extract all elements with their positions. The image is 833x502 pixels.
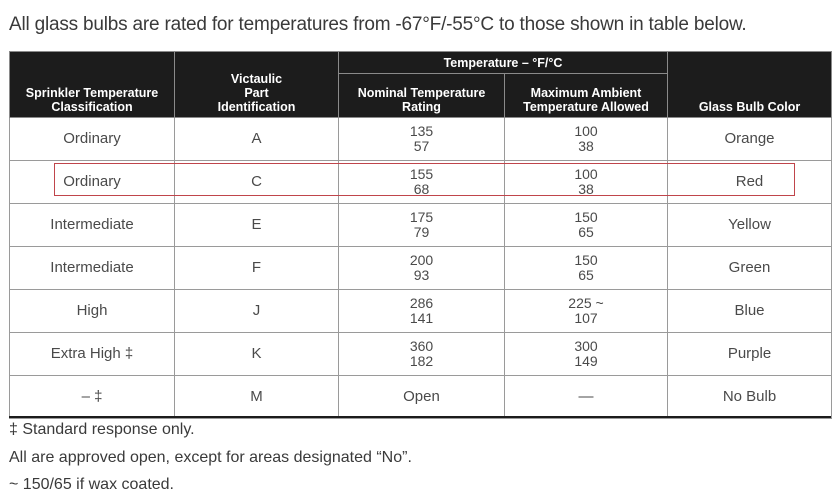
cell-nominal: 286 141 [339, 290, 505, 333]
cell-nominal: Open [339, 376, 505, 419]
header-max-ambient: Maximum Ambient Temperature Allowed [505, 74, 668, 118]
cell-nominal: 135 57 [339, 118, 505, 161]
header-classification: Sprinkler Temperature Classification [10, 52, 175, 118]
cell-ambient: 300 149 [505, 333, 668, 376]
intro-text: All glass bulbs are rated for temperatures from -67°F/-55°C to those shown in table below. [9, 14, 747, 35]
header-part-identification: Victaulic Part Identification [175, 52, 339, 118]
table-row [10, 333, 832, 376]
sprinkler-temperature-table [9, 51, 832, 419]
cell-part: K [175, 333, 339, 376]
footnote-wax-coated: ~ 150/65 if wax coated. [9, 476, 174, 493]
cell-part: F [175, 247, 339, 290]
table-row [10, 118, 832, 161]
table-row [10, 290, 832, 333]
cell-classification: High [10, 290, 175, 333]
cell-nominal: 360 182 [339, 333, 505, 376]
cell-color: Orange [668, 118, 832, 161]
cell-classification: Extra High ‡ [10, 333, 175, 376]
cell-classification: Ordinary [10, 161, 175, 204]
table-row [10, 247, 832, 290]
cell-part: M [175, 376, 339, 419]
cell-part: E [175, 204, 339, 247]
cell-part: J [175, 290, 339, 333]
cell-color: Blue [668, 290, 832, 333]
header-bulb-color: Glass Bulb Color [668, 52, 832, 118]
cell-part: A [175, 118, 339, 161]
cell-classification: Intermediate [10, 247, 175, 290]
cell-nominal: 155 68 [339, 161, 505, 204]
cell-color: Yellow [668, 204, 832, 247]
cell-part: C [175, 161, 339, 204]
cell-ambient: 100 38 [505, 118, 668, 161]
cell-nominal: 200 93 [339, 247, 505, 290]
cell-ambient: 100 38 [505, 161, 668, 204]
cell-nominal: 175 79 [339, 204, 505, 247]
cell-ambient: 150 65 [505, 204, 668, 247]
cell-classification: Intermediate [10, 204, 175, 247]
cell-color: Green [668, 247, 832, 290]
cell-classification: Ordinary [10, 118, 175, 161]
cell-classification: – ‡ [10, 376, 175, 419]
cell-color: No Bulb [668, 376, 832, 419]
table-row [10, 376, 832, 419]
cell-ambient: 225 ~ 107 [505, 290, 668, 333]
cell-color: Red [668, 161, 832, 204]
table-row [10, 204, 832, 247]
table-bottom-rule [9, 416, 831, 418]
footnote-approved-open: All are approved open, except for areas designated “No”. [9, 449, 412, 466]
header-nominal-rating: Nominal Temperature Rating [339, 74, 505, 118]
table-row-highlighted [10, 161, 832, 204]
header-temperature-group: Temperature – °F/°C [339, 52, 668, 74]
footnote-standard-response: ‡ Standard response only. [9, 421, 195, 438]
cell-color: Purple [668, 333, 832, 376]
cell-ambient: 150 65 [505, 247, 668, 290]
cell-ambient: — [505, 376, 668, 419]
